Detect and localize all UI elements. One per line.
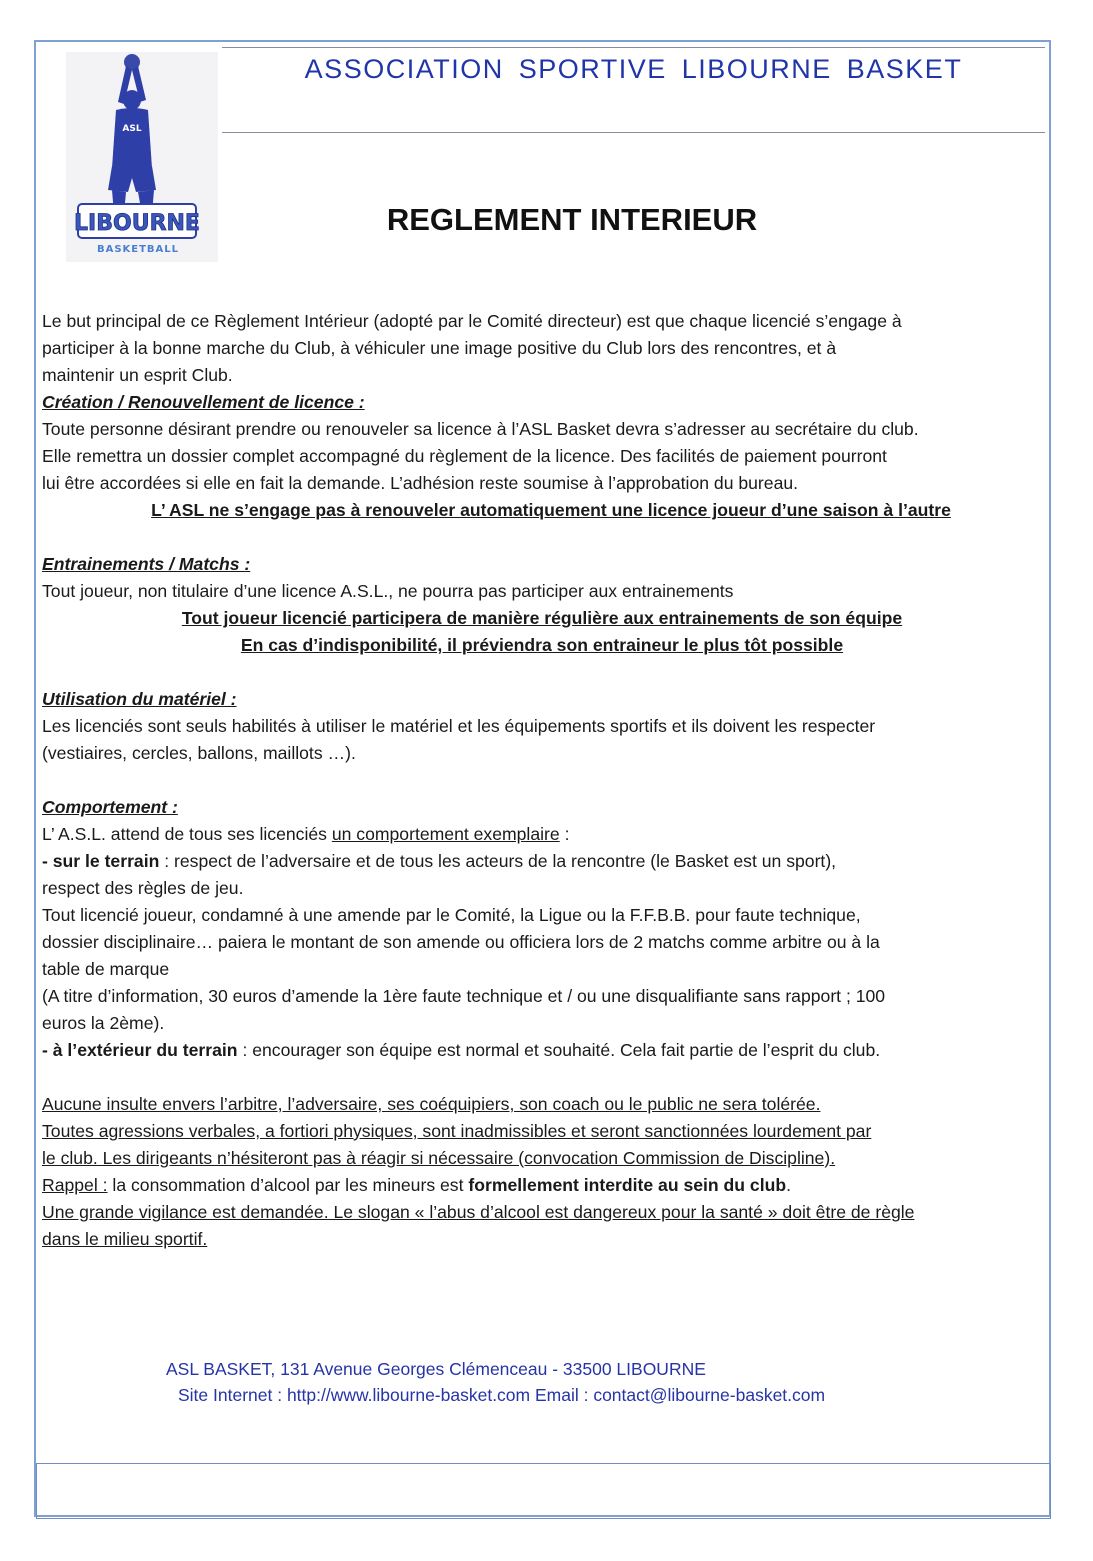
behaviour-line: euros la 2ème). [42,1013,165,1033]
behaviour-field: - sur le terrain : respect de l’adversaire et de tous les acteurs de la rencontre (le Basket est un sport), [42,851,837,871]
training-line: Tout joueur, non titulaire d’une licence A.S.L., ne pourra pas participer aux entrainements [42,581,734,601]
behaviour-line: Tout licencié joueur, condamné à une amende par le Comité, la Ligue ou la F.F.B.B. pour faute technique, [42,905,861,925]
section-heading-equipment: Utilisation du matériel : [42,689,237,709]
club-logo [66,52,218,262]
behaviour-line: dossier disciplinaire… paiera le montant de son amende ou officiera lors de 2 matchs comme arbitre ou à la [42,932,880,952]
behaviour-line: table de marque [42,959,170,979]
rule-aggression: le club. Les dirigeants n’hésiteront pas à réagir si nécessaire (convocation Commission de Discipline). [42,1148,836,1168]
logo-brand-text: LIBOURNE [74,211,200,236]
rule-vigilance: dans le milieu sportif. [42,1229,208,1249]
section-heading-behaviour: Comportement : [42,797,178,817]
header-rule-top [222,47,1045,48]
intro-line: maintenir un esprit Club. [42,365,233,385]
licence-line: lui être accordées si elle en fait la demande. L’adhésion reste soumise à l’approbation du bureau. [42,473,799,493]
rule-insult: Aucune insulte envers l’arbitre, l’adversaire, ses coéquipiers, son coach ou le public ne sera tolérée. [42,1094,821,1114]
licence-notice: L’ ASL ne s’engage pas à renouveler automatiquement une licence joueur d’une saison à l’autre [151,500,951,520]
section-heading-training: Entrainements / Matchs : [42,554,251,574]
behaviour-outside: - à l’extérieur du terrain : encourager son équipe est normal et souhaité. Cela fait partie de l’esprit du club. [42,1040,881,1060]
footer-address: ASL BASKET, 131 Avenue Georges Clémenceau - 33500 LIBOURNE [166,1359,706,1379]
equipment-line: Les licenciés sont seuls habilités à utiliser le matériel et les équipements sportifs et ils doivent les respecter [42,716,876,736]
rule-aggression: Toutes agressions verbales, a fortiori physiques, sont inadmissibles et seront sanctionnées lourdement par [42,1121,872,1141]
page-title: REGLEMENT INTERIEUR [386,202,758,237]
intro-line: Le but principal de ce Règlement Intérieur (adopté par le Comité directeur) est que chaque licencié s’engage à [42,311,902,331]
document-body [42,308,1052,1253]
intro-line: participer à la bonne marche du Club, à véhiculer une image positive du Club lors des rencontres, et à [42,338,837,358]
header-rule-bottom [222,132,1045,133]
equipment-line: (vestiaires, cercles, ballons, maillots …). [42,743,356,763]
licence-line: Toute personne désirant prendre ou renouveler sa licence à l’ASL Basket devra s’adresser au secrétaire du club. [42,419,919,439]
rule-reminder: Rappel : la consommation d’alcool par les mineurs est formellement interdite au sein du club. [42,1175,791,1195]
logo-sub-text: BASKETBALL [96,244,180,255]
training-notice: En cas d’indisponibilité, il préviendra son entraineur le plus tôt possible [240,635,844,655]
behaviour-intro: L’ A.S.L. attend de tous ses licenciés un comportement exemplaire : [42,824,570,844]
licence-line: Elle remettra un dossier complet accompagné du règlement de la licence. Des facilités de paiement pourront [42,446,887,466]
rule-vigilance: Une grande vigilance est demandée. Le slogan « l’abus d’alcool est dangereux pour la santé » doit être de règle [42,1202,915,1222]
behaviour-line: respect des règles de jeu. [42,878,244,898]
training-notice: Tout joueur licencié participera de manière régulière aux entrainements de son équipe [181,608,903,628]
footer-box [36,1463,1051,1519]
behaviour-line: (A titre d’information, 30 euros d’amende la 1ère faute technique et / ou une disqualifiante sans rapport ; 100 [42,986,886,1006]
logo-jersey-text: ASL [122,124,142,134]
footer-contact: Site Internet : http://www.libourne-basket.com Email : contact@libourne-basket.com [178,1385,826,1405]
organization-name: ASSOCIATION SPORTIVE LIBOURNE BASKET [304,54,963,84]
section-heading-licence: Création / Renouvellement de licence : [42,392,365,412]
